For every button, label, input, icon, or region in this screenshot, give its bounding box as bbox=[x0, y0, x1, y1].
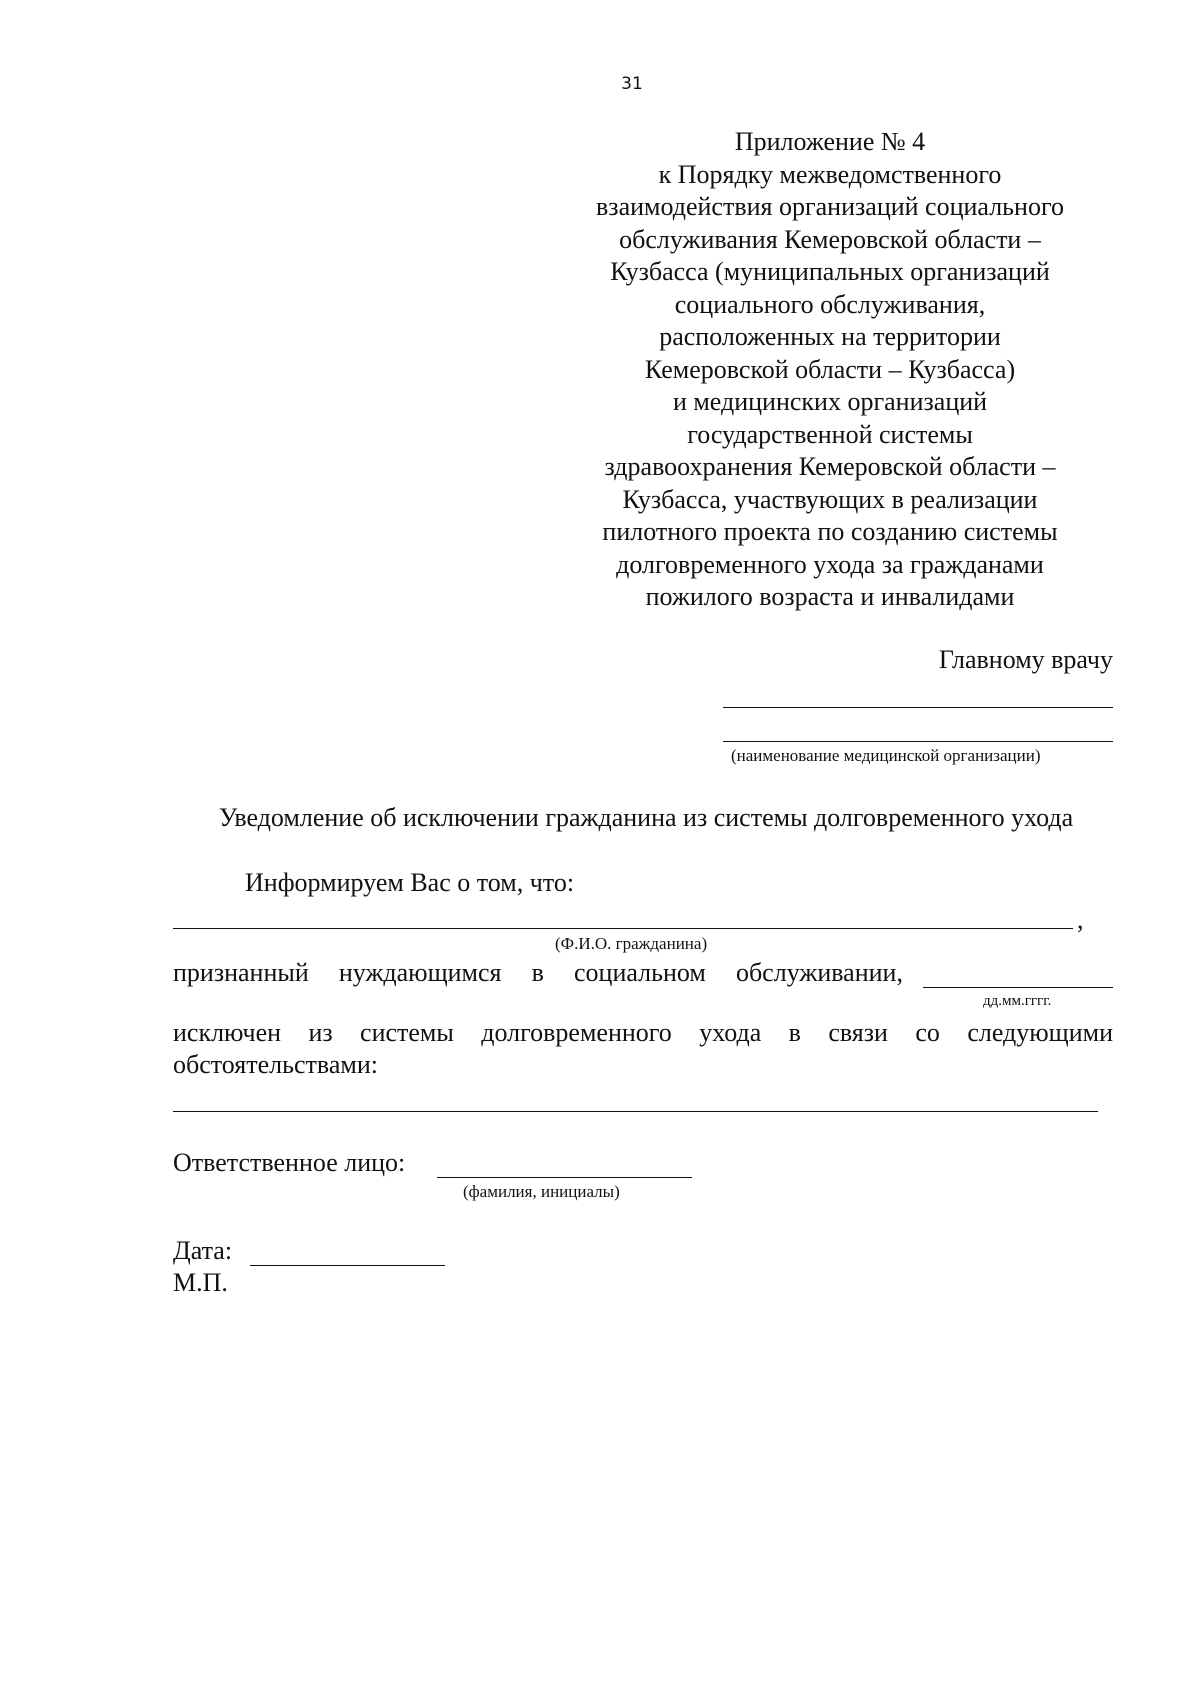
appendix-line: и медицинских организаций bbox=[672, 387, 988, 416]
appendix-line: расположенных на территории bbox=[659, 322, 1001, 351]
appendix-line: обслуживания Кемеровской области – bbox=[619, 224, 1041, 254]
appendix-line: Кузбасса (муниципальных организаций bbox=[610, 257, 1050, 286]
appendix-line: долговременного ухода за гражданами bbox=[616, 549, 1044, 579]
appendix-header bbox=[590, 126, 1070, 614]
appendix-line: государственной системы bbox=[687, 419, 973, 449]
responsible-person-caption: (фамилия, инициалы) bbox=[463, 1182, 620, 1201]
appendix-line: социального обслуживания, bbox=[674, 289, 986, 319]
page-number: 31 bbox=[621, 74, 643, 94]
medical-organization-field[interactable] bbox=[723, 741, 1113, 742]
excluded-word: системы bbox=[360, 1018, 454, 1047]
recognized-word: в bbox=[531, 958, 544, 987]
stamp-label: М.П. bbox=[173, 1268, 228, 1297]
appendix-line: Кузбасса, участвующих в реализации bbox=[622, 484, 1038, 514]
date-format-caption: дд.мм.гггг. bbox=[983, 993, 1052, 1009]
appendix-line: взаимодействия организаций социального bbox=[596, 192, 1064, 221]
excluded-word: исключен bbox=[173, 1018, 282, 1047]
date-field[interactable] bbox=[250, 1265, 445, 1266]
appendix-line: Приложение № 4 bbox=[734, 127, 926, 156]
excluded-word: связи bbox=[828, 1018, 888, 1047]
excluded-word: из bbox=[308, 1018, 333, 1047]
excluded-line bbox=[173, 1018, 1113, 1048]
addressee-name-field[interactable] bbox=[723, 707, 1113, 708]
circumstances-field[interactable] bbox=[173, 1111, 1098, 1112]
recognized-word: обслуживании, bbox=[735, 958, 903, 987]
responsible-person-label: Ответственное лицо: bbox=[173, 1148, 406, 1177]
recognition-date-field[interactable] bbox=[923, 987, 1113, 988]
appendix-line: пилотного проекта по созданию системы bbox=[602, 517, 1058, 546]
document-title: Уведомление об исключении гражданина из системы долговременного ухода bbox=[218, 803, 1074, 832]
recognized-word: социальном bbox=[574, 958, 706, 987]
appendix-line: здравоохранения Кемеровской области – bbox=[604, 452, 1056, 481]
recognized-word: признанный bbox=[173, 958, 309, 987]
addressee-label: Главному врачу bbox=[938, 645, 1113, 674]
excluded-word: со bbox=[915, 1018, 940, 1047]
excluded-word: ухода bbox=[699, 1018, 762, 1047]
citizen-fio-caption: (Ф.И.О. гражданина) bbox=[555, 934, 708, 953]
recognized-line bbox=[173, 958, 903, 988]
circumstances-label: обстоятельствами: bbox=[173, 1050, 378, 1079]
appendix-line: к Порядку межведомственного bbox=[658, 159, 1002, 189]
date-label: Дата: bbox=[173, 1236, 233, 1265]
excluded-word: в bbox=[788, 1018, 801, 1047]
appendix-line: Кемеровской области – Кузбасса) bbox=[644, 354, 1016, 384]
responsible-person-field[interactable] bbox=[437, 1177, 692, 1178]
excluded-word: долговременного bbox=[481, 1018, 672, 1047]
appendix-line: пожилого возраста и инвалидами bbox=[645, 582, 1015, 611]
intro-text: Информируем Вас о том, что: bbox=[245, 868, 575, 897]
medical-organization-caption: (наименование медицинской организации) bbox=[731, 746, 1041, 765]
citizen-fio-field[interactable] bbox=[173, 928, 1073, 929]
excluded-word: следующими bbox=[967, 1018, 1113, 1047]
fio-comma: , bbox=[1077, 905, 1084, 934]
recognized-word: нуждающимся bbox=[338, 958, 502, 987]
